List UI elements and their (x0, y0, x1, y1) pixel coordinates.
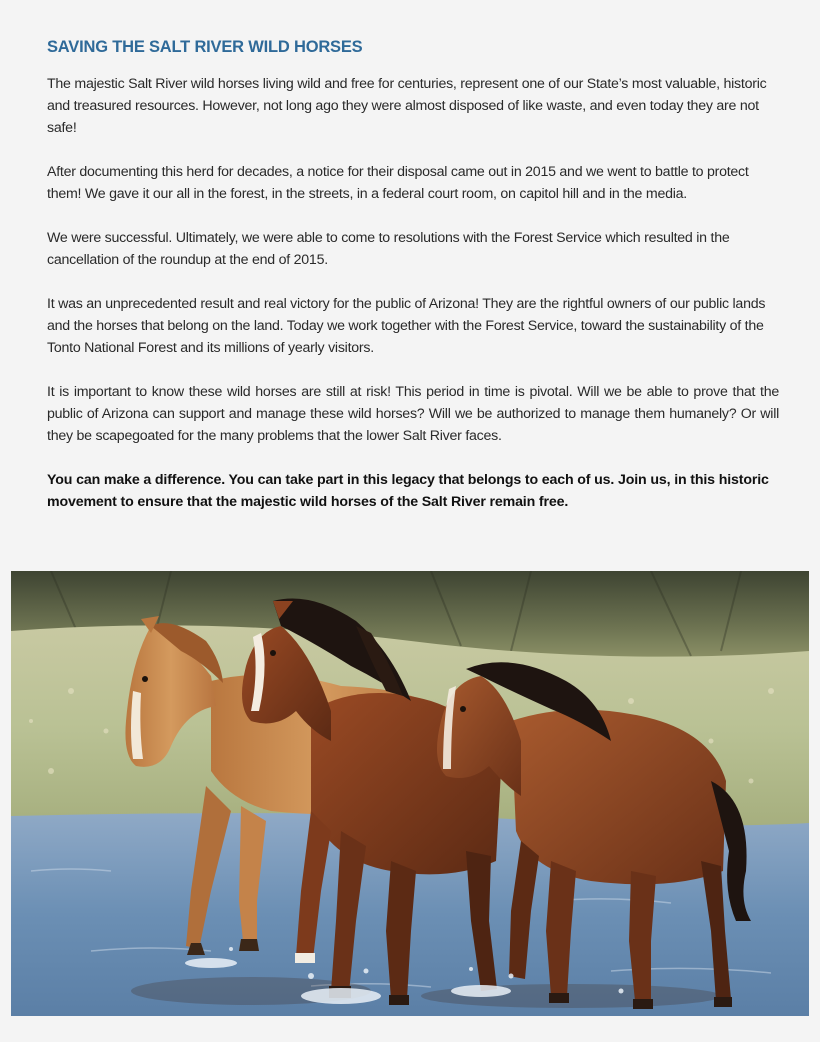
paragraph-3: We were successful. Ultimately, we were able to come to resolutions with the Forest Service which resulted in the cancellation of the roundup at the end of 2015. (47, 230, 730, 268)
horses-photo (11, 571, 809, 1016)
paragraph-1: The majestic Salt River wild horses living wild and free for centuries, represent one of our State’s most valuable, historic and treasured resources. However, not long ago they were almost disposed of like waste, and even today they are not safe! (47, 76, 767, 136)
horses-illustration (11, 571, 809, 1016)
paragraph-5: It is important to know these wild horses are still at risk! This period in time is pivotal. Will we be able to prove that the public of Arizona can support and manage these wild horses? Will we be authorized to manage them humanely? Or will they be scapegoated for the many problems that the lower Salt River faces. (47, 384, 779, 444)
article-title: SAVING THE SALT RIVER WILD HORSES (47, 38, 363, 56)
call-to-action: You can make a difference. You can take part in this legacy that belongs to each of us. Join us, in this historic movement to ensure that the majestic wild horses of the Salt River remain free. (47, 472, 769, 510)
paragraph-4: It was an unprecedented result and real victory for the public of Arizona! They are the rightful owners of our public lands and the horses that belong on the land. Today we work together with the Forest Service, toward the sustainability of the Tonto National Forest and its millions of yearly visitors. (47, 296, 766, 356)
paragraph-2: After documenting this herd for decades, a notice for their disposal came out in 2015 and we went to battle to protect them! We gave it our all in the forest, in the streets, in a federal court room, on capitol hill and in the media. (47, 164, 749, 202)
article (47, 38, 779, 535)
